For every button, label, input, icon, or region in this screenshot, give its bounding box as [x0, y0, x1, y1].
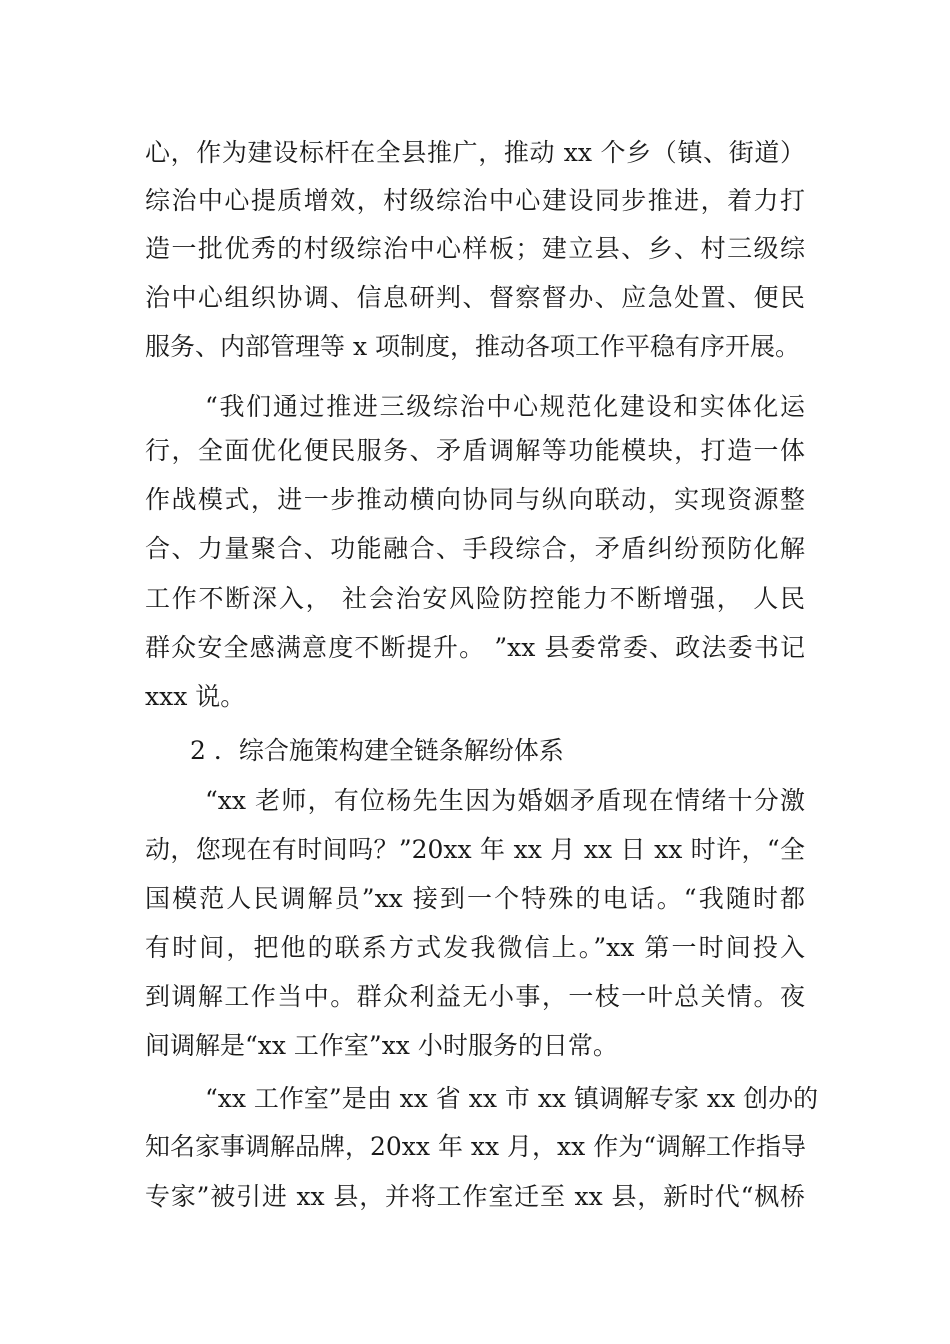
- section-heading: 2 ．综合施策构建全链条解纷体系: [190, 736, 564, 765]
- text-line: 知名家事调解品牌，20xx 年 xx 月，xx 作为“调解工作指导: [145, 1132, 806, 1161]
- text-line: 服务、内部管理等 x 项制度，推动各项工作平稳有序开展。: [145, 332, 800, 361]
- text-line: 综治中心提质增效，村级综治中心建设同步推进，着力打: [145, 186, 805, 215]
- text-line: 治中心组织协调、信息研判、督察督办、应急处置、便民: [145, 283, 805, 312]
- text-line: 间调解是“xx 工作室”xx 小时服务的日常。: [145, 1031, 618, 1060]
- text-line: 作战模式，进一步推动横向协同与纵向联动，实现资源整: [145, 485, 805, 514]
- text-line: 行，全面优化便民服务、矛盾调解等功能模块，打造一体: [145, 436, 805, 465]
- text-line: 国模范人民调解员”xx 接到一个特殊的电话。“我随时都: [145, 884, 805, 913]
- paragraph-first-line: “xx 工作室”是由 xx 省 xx 市 xx 镇调解专家 xx 创办的: [205, 1084, 819, 1113]
- text-line: 动，您现在有时间吗？”20xx 年 xx 月 xx 日 xx 时许，“全: [145, 835, 805, 864]
- text-line: xxx 说。: [145, 682, 246, 711]
- text-line: 造一批优秀的村级综治中心样板；建立县、乡、村三级综: [145, 234, 805, 263]
- paragraph-first-line: “xx 老师，有位杨先生因为婚姻矛盾现在情绪十分激: [205, 786, 805, 815]
- text-line: 到调解工作当中。群众利益无小事，一枝一叶总关情。夜: [145, 982, 805, 1011]
- text-line: 专家”被引进 xx 县，并将工作室迁至 xx 县，新时代“枫桥: [145, 1182, 805, 1211]
- text-line: 有时间，把他的联系方式发我微信上。”xx 第一时间投入: [145, 933, 805, 962]
- paragraph-first-line: “我们通过推进三级综治中心规范化建设和实体化运: [205, 392, 805, 421]
- text-line: 群众安全感满意度不断提升。 ”xx 县委常委、政法委书记: [145, 633, 805, 662]
- text-line: 工作不断深入， 社会治安风险防控能力不断增强， 人民: [145, 584, 805, 613]
- text-line: 合、力量聚合、功能融合、手段综合，矛盾纠纷预防化解: [145, 534, 805, 563]
- text-line: 心，作为建设标杆在全县推广，推动 xx 个乡（镇、街道）: [145, 138, 805, 167]
